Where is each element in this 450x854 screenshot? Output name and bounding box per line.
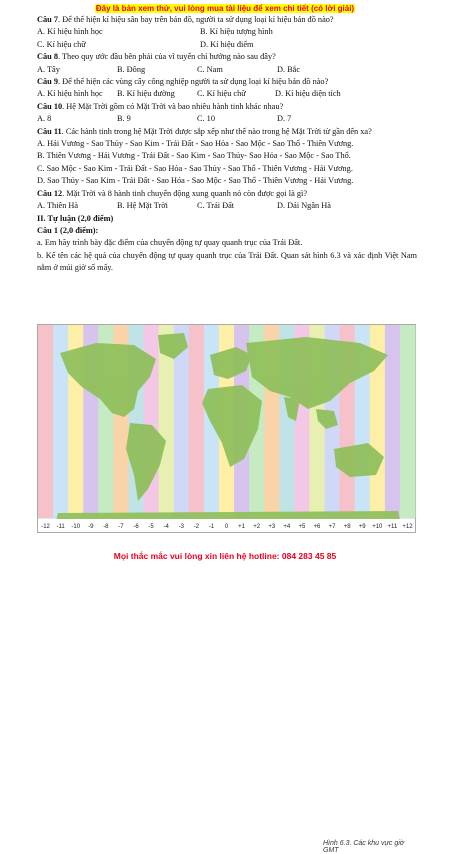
option-c: C. Sao Mộc - Sao Kim - Trái Đất - Sao Hỏa - Sao Thủy - Sao Thổ - Thiên Vương - Hải Vương.	[37, 163, 353, 173]
option-d: D. Sao Thủy - Sao Kim - Trái Đất - Sao Hỏa - Sao Mộc - Sao Thổ - Thiên Vương - Hải Vương.	[37, 176, 354, 186]
question-12	[37, 188, 417, 200]
time-zone-label: +8	[343, 524, 351, 530]
time-zone-label: -8	[103, 524, 109, 530]
question-text: . Theo quy ước đầu bên phải của vĩ tuyến chỉ hướng nào sau đây?	[57, 52, 276, 62]
option-b: B. 9	[117, 114, 131, 124]
time-zone-label: +4	[283, 524, 291, 530]
question-number: Câu 8	[37, 52, 58, 62]
time-zone-band	[385, 325, 401, 518]
option-a: A. 8	[37, 114, 52, 124]
preview-banner-text: Đây là bản xem thử, vui lòng mua tài liệu để xem chi tiết (có lời giải)	[95, 4, 355, 13]
time-zone-label: -1	[208, 524, 215, 530]
option-c: C. Kí hiệu chữ	[197, 89, 246, 99]
time-zone-label: +1	[238, 524, 246, 530]
question-text: . Các hành tinh trong hệ Mặt Trời được sắp xếp như thế nào trong hệ Mặt Trời từ gần đến xa?	[61, 126, 372, 136]
time-zone-band	[189, 325, 205, 518]
question-number: Câu 10	[37, 101, 63, 111]
question-text: . Hệ Mặt Trời gồm có Mặt Trời và bao nhiêu hành tinh khác nhau?	[62, 101, 284, 111]
figure-caption: Hình 6.3. Các khu vực giờ GMT	[321, 840, 415, 854]
time-zone-label: -5	[148, 524, 154, 530]
option-d: D. Bắc	[277, 64, 301, 74]
time-zone-label: +7	[328, 524, 336, 530]
option-a: A. Thiên Hà	[37, 201, 79, 211]
time-zone-label: +11	[387, 524, 398, 530]
question-content	[37, 14, 417, 275]
time-zone-label: +3	[268, 524, 276, 530]
option-c: C. 10	[197, 114, 215, 124]
option-b: B. Đông	[117, 64, 146, 74]
time-zone-label: -11	[56, 524, 65, 530]
option-b: B. Kí hiệu tượng hình	[200, 27, 273, 37]
option-a: A. Kí hiệu hình học	[37, 27, 103, 37]
time-zone-band	[400, 325, 416, 518]
essay-part-a: a. Em hãy trình bày đặc điểm của chuyển động tự quay quanh trục của Trái Đất.	[37, 238, 303, 248]
options-row	[37, 39, 417, 51]
time-zone-label: +9	[358, 524, 366, 530]
time-zone-label: -3	[178, 524, 184, 530]
option-d: D. Kí hiệu diện tích	[275, 89, 341, 99]
time-zone-label: +10	[372, 524, 383, 530]
section-heading: II. Tự luận (2,0 điểm)	[37, 213, 114, 223]
options-row	[37, 113, 417, 125]
option-b: B. Hệ Mặt Trời	[117, 201, 168, 211]
option-c: C. Trái Đất	[197, 201, 235, 211]
question-number: Câu 9	[37, 77, 58, 87]
time-zone-label: -9	[88, 524, 94, 530]
options-row	[37, 200, 417, 212]
option-a: A. Tây	[37, 64, 60, 74]
question-9	[37, 76, 417, 88]
option-b: B. Kí hiệu đường	[117, 89, 175, 99]
time-zone-label: -12	[41, 524, 50, 530]
essay-question-title: Câu 1 (2,0 điểm):	[37, 225, 99, 235]
question-number: Câu 11	[37, 126, 62, 136]
options-row	[37, 64, 417, 76]
question-text: . Mặt Trời và 8 hành tinh chuyển động xung quanh nó còn được gọi là gì?	[62, 188, 308, 198]
essay-part-b: b. Kể tên các hệ quả của chuyển động tự quay quanh trục của Trái Đất. Quan sát hình 6.3 và xác định Việt Nam nằm ở múi giờ số mấy.	[37, 250, 417, 273]
option-c: C. Kí hiệu chữ	[37, 39, 86, 49]
time-zone-label: -10	[71, 524, 81, 530]
time-zone-label: +5	[298, 524, 306, 530]
option-b: B. Thiên Vương - Hải Vương - Trái Đất - Sao Kim - Sao Thủy- Sao Hỏa - Sao Mộc - Sao Thổ.	[37, 151, 351, 161]
question-number: Câu 7	[37, 15, 58, 24]
question-number: Câu 12	[37, 188, 63, 198]
option-d: D. Kí hiệu điểm	[200, 39, 254, 49]
time-zone-map-graphic	[38, 325, 415, 532]
time-zone-label: -2	[193, 524, 200, 530]
options-row	[37, 88, 417, 100]
time-zone-band	[38, 325, 54, 518]
time-zone-label: -6	[133, 524, 139, 530]
question-10	[37, 101, 417, 113]
option-d: D. Dải Ngân Hà	[277, 201, 331, 211]
question-11	[37, 126, 417, 138]
time-zone-label: +12	[402, 524, 413, 530]
option-d: D. 7	[277, 114, 292, 124]
time-zone-label: +2	[253, 524, 261, 530]
options-row	[37, 26, 417, 38]
question-text: . Để thể hiện các vùng cây công nghiệp người ta sử dụng loại kí hiệu bản đồ nào?	[57, 77, 329, 87]
option-c: C. Nam	[197, 64, 223, 74]
time-zone-label: -4	[163, 524, 169, 530]
preview-banner	[0, 4, 450, 13]
question-8	[37, 51, 417, 63]
time-zone-label: 0	[224, 524, 229, 530]
option-a: A. Kí hiệu hình học	[37, 89, 103, 99]
time-zone-label: -7	[118, 524, 124, 530]
question-7	[37, 14, 417, 26]
question-text: . Để thể hiện kí hiệu sân bay trên bản đồ, người ta sử dụng loại kí hiệu bản đồ nào?	[57, 15, 334, 24]
hotline-banner: Mọi thắc mắc vui lòng xin liên hệ hotline: 084 283 45 85	[113, 551, 337, 561]
time-zone-label: +6	[313, 524, 321, 530]
option-a: A. Hải Vương - Sao Thủy - Sao Kim - Trái Đất - Sao Hỏa - Sao Mộc - Sao Thổ - Thiên Vương.	[37, 139, 354, 149]
